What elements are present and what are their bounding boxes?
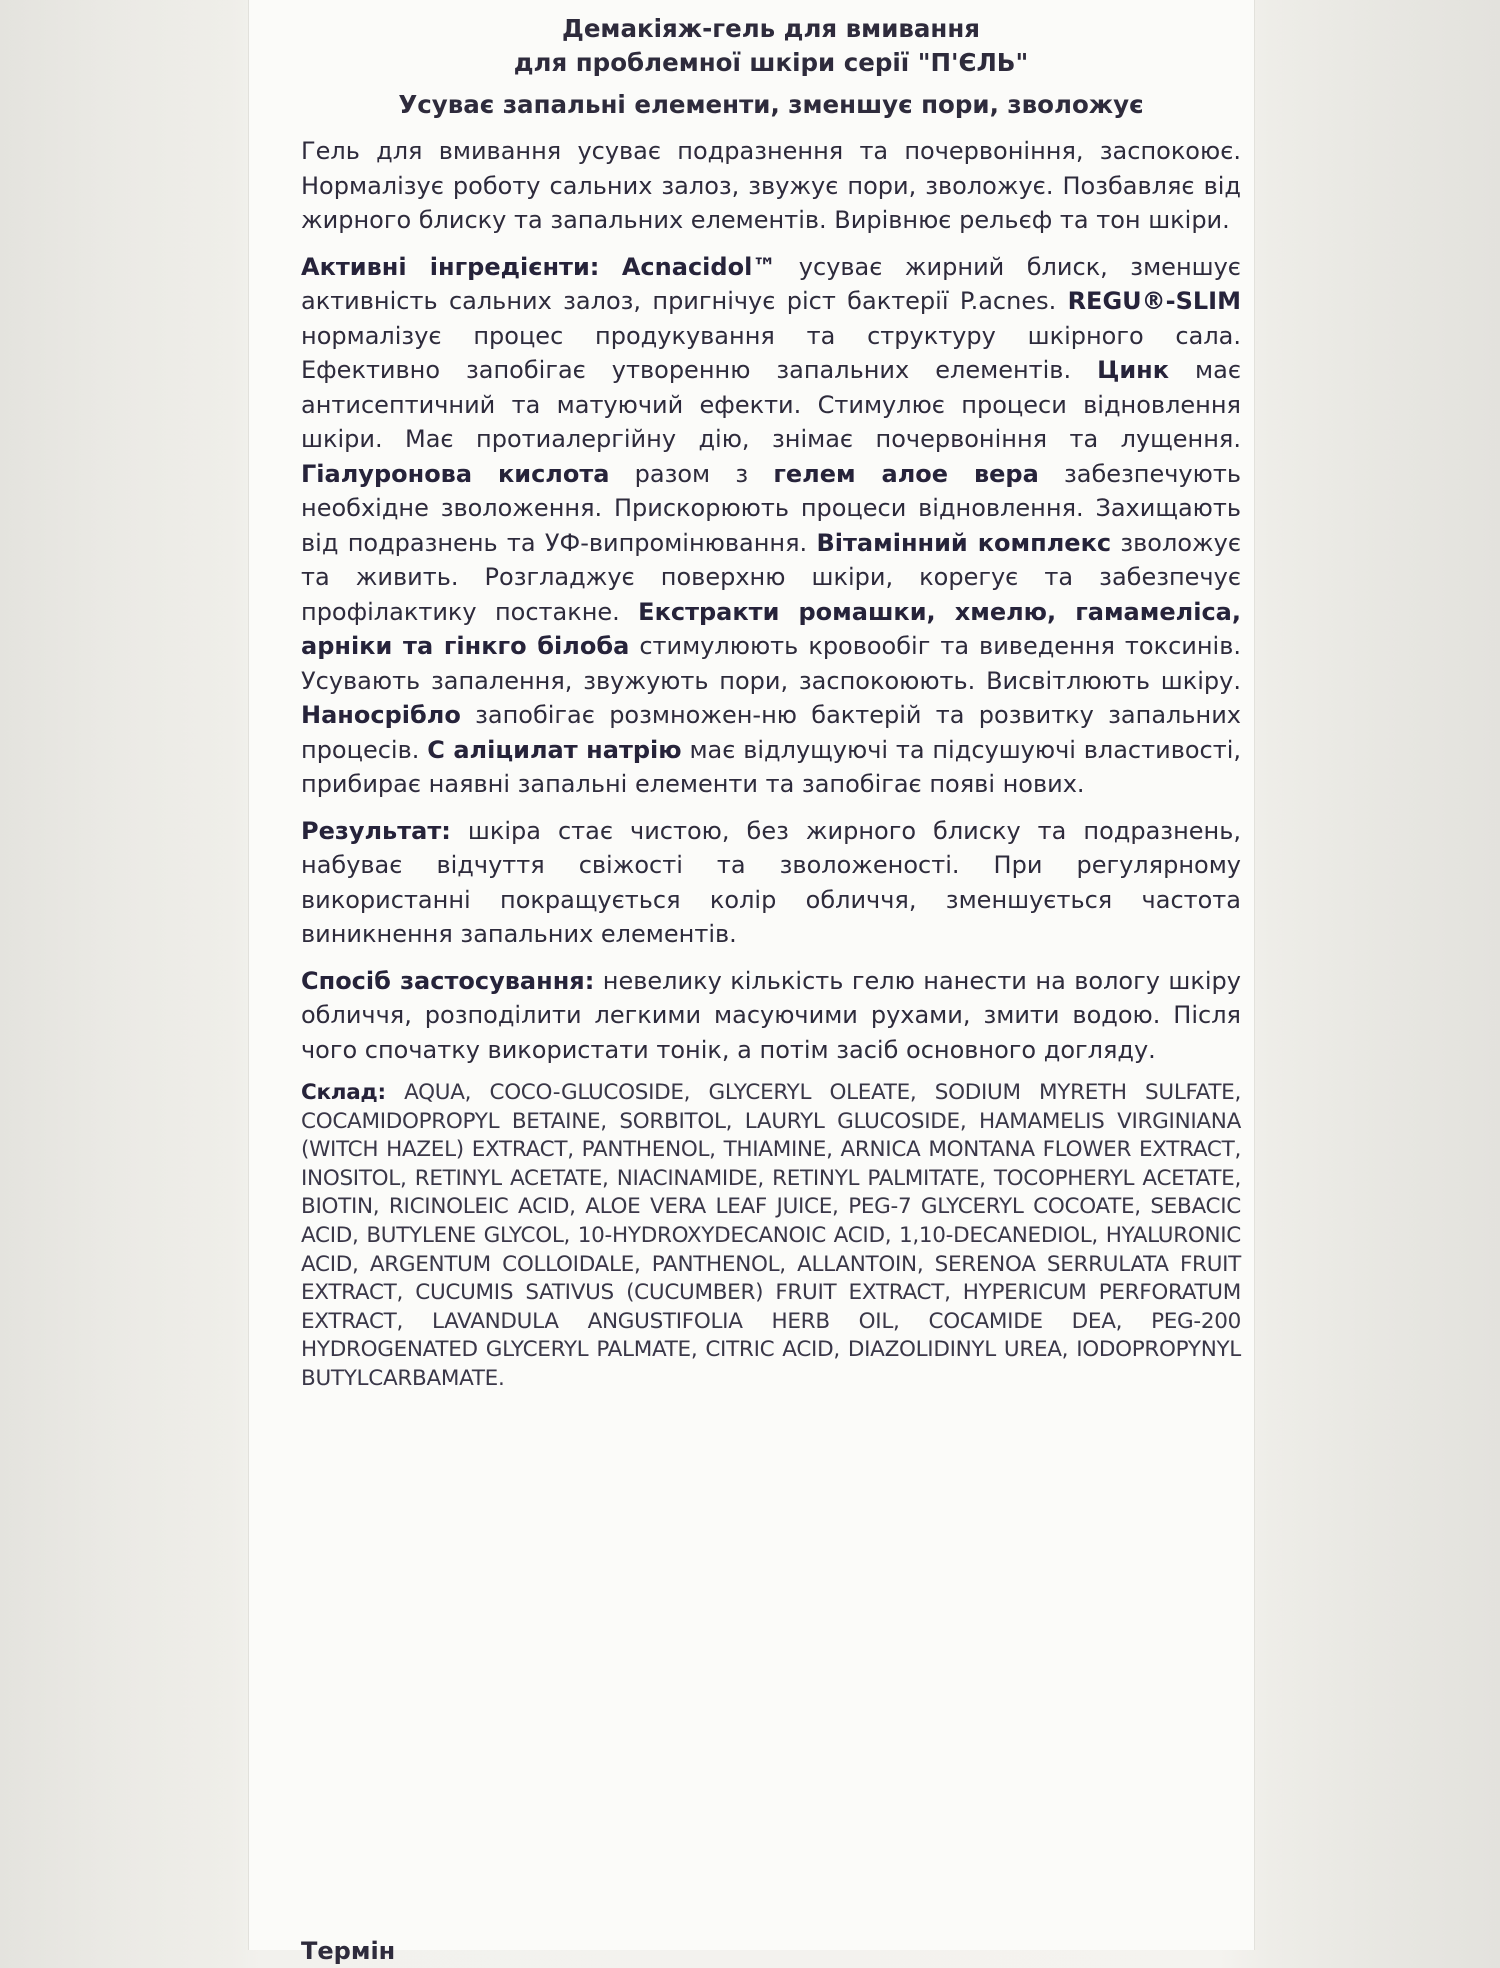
- acnacidol-name: Acnacidol™: [621, 252, 777, 281]
- title-line-2: для проблемної шкіри серії "П'ЄЛЬ": [513, 48, 1029, 77]
- hyaluronic-name: Гіалуронова кислота: [301, 459, 610, 488]
- salicylate-text: має відлущуючі та підсушуючі властивості, прибирає наявні запальні елементи та запобігає появі нових.: [301, 735, 1242, 798]
- vitamin-text: зволожує та живить. Розгладжує поверхню шкіри, корегує та забезпечує профілактику постакне.: [301, 528, 1241, 626]
- active-ingredients-paragraph: [301, 250, 1241, 802]
- usage-label: Спосіб застосування:: [301, 966, 595, 995]
- result-text: шкіра стає чистою, без жирного блиску та подразнень, набуває відчуття свіжості та зволоженості. При регулярному використанні покращується колір обличчя, зменшується частота виникнення запальних елементів.: [301, 816, 1241, 948]
- aloe-text: забезпечують необхідне зволоження. Прискорюють процеси відновлення. Захищають від подразнень та УФ-випромінювання.: [301, 459, 1241, 557]
- extracts-text: стимулюють кровообіг та виведення токсинів. Усувають запалення, звужують пори, заспокоюють. Висвітлюють шкіру.: [301, 632, 1241, 695]
- usage-paragraph: [301, 964, 1241, 1068]
- composition-label: Склад:: [301, 1080, 386, 1105]
- extracts-name: Екстракти ромашки, хмелю, гамамеліса, арніки та гінкго білоба: [301, 597, 1241, 660]
- result-paragraph: [301, 814, 1241, 952]
- label-content: [301, 12, 1241, 1394]
- silver-text: запобігає розмножен-ню бактерій та розвитку запальних процесів.: [301, 701, 1241, 764]
- acnacidol-text: усуває жирний блиск, зменшує активність сальних залоз, пригнічує ріст бактерії P.acnes.: [301, 252, 1241, 315]
- usage-text: невелику кількість гелю нанести на вологу шкіру обличчя, розподілити легкими масуючими рухами, змити водою. Після чого спочатку використати тонік, а потім засіб основного догляду.: [301, 966, 1241, 1064]
- product-subtitle: Усуває запальні елементи, зменшує пори, зволожує: [398, 90, 1144, 119]
- zinc-name: Цинк: [1097, 356, 1170, 384]
- salicylate-name: С аліцилат натрію: [427, 735, 682, 764]
- vitamin-name: Вітамінний комплекс: [816, 528, 1112, 557]
- product-label: [248, 0, 1255, 1965]
- title-line-1: Демакіяж-гель для вмивання: [562, 14, 980, 43]
- regu-text: нормалізує процес продукування та структуру шкірного сала. Ефективно запобігає утворенню запальних елементів.: [301, 321, 1241, 384]
- composition-text: AQUA, COCO-GLUCOSIDE, GLYCERYL OLEATE, SODIUM MYRETH SULFATE, COCAMIDOPROPYL BETAINE, SORBITOL, LAURYL GLUCOSIDE, HAMAMELIS VIRGINIANA (WITCH HAZEL) EXTRACT, PANTHENOL, THIAMINE, ARNICA MONTANA FLOWER EXTRACT, INOSITOL, RETINYL ACETATE, NIACINAMIDE, RETINYL PALMITATE, TOCOPHERYL ACETATE, BIOTIN, RICINOLEIC ACID, ALOE VERA LEAF JUICE, PEG-7 GLYCERYL COCOATE, SEBACIC ACID, BUTYLENE GLYCOL, 10-HYDROXYDECANOIC ACID, 1,10-DECANEDIOL, HYALURONIC ACID, ARGENTUM COLLOIDALE, PANTHENOL, ALLANTOIN, SERENOA SERRULATA FRUIT EXTRACT, CUCUMIS SATIVUS (CUCUMBER) FRUIT EXTRACT, HYPERICUM PERFORATUM EXTRACT, LAVANDULA ANGUSTIFOLIA HERB OIL, COCAMIDE DEA, PEG-200 HYDROGENATED GLYCERYL PALMATE, CITRIC ACID, DIAZOLIDINYL UREA, IODOPROPYNYL BUTYLCARBAMATE.: [301, 1080, 1241, 1391]
- regu-name: REGU®-SLIM: [1067, 287, 1241, 315]
- product-title: [301, 12, 1241, 80]
- silver-name: Наносрібло: [301, 701, 461, 729]
- active-label: Активні інгредієнти:: [301, 252, 600, 281]
- zinc-text: має антисептичний та матуючий ефекти. Стимулює процеси відновлення шкіри. Має протиалергійну дію, знімає почервоніння та лущення.: [301, 356, 1241, 453]
- hyaluronic-mid: разом з: [634, 459, 749, 488]
- cutoff-text: Термін: [301, 1937, 396, 1965]
- aloe-name: гелем алое вера: [773, 459, 1039, 488]
- composition-paragraph: [301, 1079, 1241, 1394]
- intro-paragraph: Гель для вмивання усуває подразнення та почервоніння, заспокоює. Нормалізує роботу сальних залоз, звужує пори, зволожує. Позбавляє від жирного блиску та запальних елементів. Вирівнює рельєф та тон шкіри.: [301, 137, 1241, 234]
- result-label: Результат:: [301, 816, 451, 845]
